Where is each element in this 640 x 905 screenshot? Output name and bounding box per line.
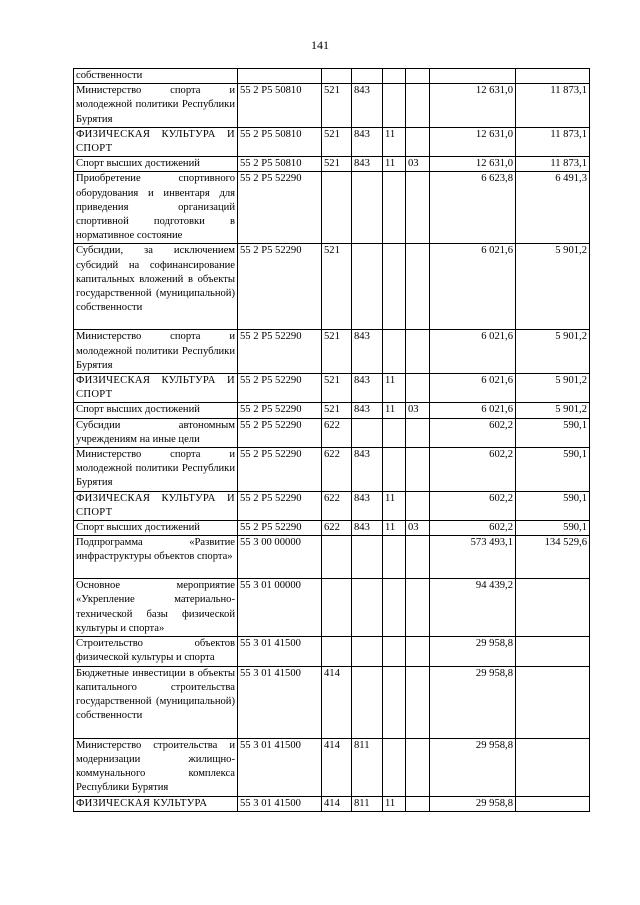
section-code [383, 579, 406, 637]
section-code [383, 172, 406, 244]
table-row [74, 172, 590, 244]
row-name: Приобретение спортивного оборудования и инвентаря для приведения организаций спортивной подготовки в нормативное состояние [74, 172, 238, 244]
row-name: Основное мероприятие «Укрепление материально-технической базы физической культуры и спорта» [74, 579, 238, 637]
target-code: 55 2 P5 52290 [238, 374, 322, 403]
expense-type: 521 [322, 127, 352, 156]
subsection-code [406, 491, 430, 520]
row-name: Строительство объектов физической культуры и спорта [74, 637, 238, 666]
budget-table [73, 68, 590, 812]
expense-type: 521 [322, 84, 352, 128]
amount-year-2: 5 901,2 [516, 374, 590, 403]
ministry-code: 843 [352, 127, 383, 156]
section-code [383, 84, 406, 128]
target-code: 55 2 P5 50810 [238, 127, 322, 156]
amount-year-1: 94 439,2 [430, 579, 516, 637]
expense-type: 521 [322, 157, 352, 172]
target-code: 55 2 P5 52290 [238, 403, 322, 418]
subsection-code [406, 637, 430, 666]
amount-year-2: 11 873,1 [516, 84, 590, 128]
target-code: 55 2 P5 52290 [238, 448, 322, 492]
table-row [74, 84, 590, 128]
target-code: 55 3 00 00000 [238, 536, 322, 579]
subsection-code [406, 796, 430, 811]
section-code [383, 536, 406, 579]
ministry-code [352, 536, 383, 579]
ministry-code [352, 69, 383, 84]
amount-year-2: 134 529,6 [516, 536, 590, 579]
table-row [74, 127, 590, 156]
ministry-code [352, 244, 383, 330]
section-code [383, 418, 406, 447]
row-name: Спорт высших достижений [74, 403, 238, 418]
ministry-code: 843 [352, 521, 383, 536]
section-code: 11 [383, 127, 406, 156]
target-code: 55 2 P5 52290 [238, 491, 322, 520]
amount-year-2 [516, 738, 590, 796]
amount-year-2: 11 873,1 [516, 157, 590, 172]
amount-year-2: 590,1 [516, 491, 590, 520]
target-code [238, 69, 322, 84]
amount-year-1 [430, 69, 516, 84]
ministry-code: 843 [352, 84, 383, 128]
expense-type: 521 [322, 244, 352, 330]
amount-year-1: 12 631,0 [430, 157, 516, 172]
section-code [383, 637, 406, 666]
amount-year-1: 29 958,8 [430, 637, 516, 666]
section-code: 11 [383, 374, 406, 403]
ministry-code [352, 637, 383, 666]
expense-type: 622 [322, 491, 352, 520]
page-number: 141 [311, 38, 329, 52]
subsection-code [406, 69, 430, 84]
table-row [74, 403, 590, 418]
subsection-code [406, 84, 430, 128]
row-name: Министерство спорта и молодежной политики Республики Бурятия [74, 330, 238, 374]
expense-type: 622 [322, 418, 352, 447]
amount-year-1: 6 623,8 [430, 172, 516, 244]
ministry-code: 811 [352, 796, 383, 811]
subsection-code: 03 [406, 157, 430, 172]
expense-type [322, 579, 352, 637]
section-code [383, 244, 406, 330]
subsection-code [406, 330, 430, 374]
target-code: 55 3 01 41500 [238, 666, 322, 738]
target-code: 55 2 P5 52290 [238, 418, 322, 447]
amount-year-1: 12 631,0 [430, 127, 516, 156]
target-code: 55 2 P5 50810 [238, 157, 322, 172]
amount-year-1: 6 021,6 [430, 403, 516, 418]
expense-type [322, 637, 352, 666]
amount-year-2 [516, 666, 590, 738]
amount-year-1: 6 021,6 [430, 244, 516, 330]
subsection-code [406, 172, 430, 244]
table-row [74, 330, 590, 374]
section-code: 11 [383, 521, 406, 536]
amount-year-1: 602,2 [430, 418, 516, 447]
table-row [74, 374, 590, 403]
amount-year-2 [516, 579, 590, 637]
expense-type: 521 [322, 374, 352, 403]
subsection-code: 03 [406, 403, 430, 418]
amount-year-1: 29 958,8 [430, 796, 516, 811]
ministry-code: 843 [352, 403, 383, 418]
amount-year-2: 5 901,2 [516, 403, 590, 418]
amount-year-2: 590,1 [516, 418, 590, 447]
target-code: 55 2 P5 52290 [238, 521, 322, 536]
row-name: ФИЗИЧЕСКАЯ КУЛЬТУРА И СПОРТ [74, 374, 238, 403]
amount-year-2: 590,1 [516, 521, 590, 536]
row-name: Министерство спорта и молодежной политики Республики Бурятия [74, 84, 238, 128]
amount-year-1: 29 958,8 [430, 738, 516, 796]
subsection-code [406, 448, 430, 492]
row-name: ФИЗИЧЕСКАЯ КУЛЬТУРА И СПОРТ [74, 491, 238, 520]
subsection-code [406, 418, 430, 447]
expense-type [322, 172, 352, 244]
section-code [383, 738, 406, 796]
section-code: 11 [383, 491, 406, 520]
row-name: ФИЗИЧЕСКАЯ КУЛЬТУРА [74, 796, 238, 811]
table-row [74, 448, 590, 492]
target-code: 55 2 P5 52290 [238, 330, 322, 374]
row-name: собственности [74, 69, 238, 84]
row-name: Бюджетные инвестиции в объекты капитального строительства государственной (муниципальной) собственности [74, 666, 238, 738]
ministry-code: 843 [352, 374, 383, 403]
ministry-code: 843 [352, 157, 383, 172]
row-name: Подпрограмма «Развитие инфраструктуры объектов спорта» [74, 536, 238, 579]
amount-year-2 [516, 637, 590, 666]
expense-type: 414 [322, 796, 352, 811]
subsection-code: 03 [406, 521, 430, 536]
expense-type: 622 [322, 448, 352, 492]
amount-year-1: 29 958,8 [430, 666, 516, 738]
amount-year-2 [516, 796, 590, 811]
table-row [74, 666, 590, 738]
subsection-code [406, 244, 430, 330]
ministry-code: 811 [352, 738, 383, 796]
target-code: 55 3 01 41500 [238, 637, 322, 666]
section-code: 11 [383, 796, 406, 811]
ministry-code [352, 418, 383, 447]
table-row [74, 244, 590, 330]
subsection-code [406, 666, 430, 738]
section-code [383, 448, 406, 492]
table-row [74, 521, 590, 536]
target-code: 55 2 P5 52290 [238, 172, 322, 244]
expense-type: 521 [322, 403, 352, 418]
ministry-code [352, 172, 383, 244]
table-row [74, 69, 590, 84]
amount-year-1: 602,2 [430, 448, 516, 492]
row-name: Министерство строительства и модернизации жилищно-коммунального комплекса Республики Бурятия [74, 738, 238, 796]
expense-type: 414 [322, 666, 352, 738]
table-row [74, 491, 590, 520]
ministry-code [352, 666, 383, 738]
row-name: Субсидии, за исключением субсидий на софинансирование капитальных вложений в объекты государственной (муниципальной) собственности [74, 244, 238, 330]
section-code [383, 69, 406, 84]
row-name: ФИЗИЧЕСКАЯ КУЛЬТУРА И СПОРТ [74, 127, 238, 156]
section-code [383, 330, 406, 374]
expense-type: 414 [322, 738, 352, 796]
amount-year-1: 12 631,0 [430, 84, 516, 128]
target-code: 55 2 P5 52290 [238, 244, 322, 330]
target-code: 55 3 01 41500 [238, 738, 322, 796]
subsection-code [406, 127, 430, 156]
ministry-code [352, 579, 383, 637]
amount-year-1: 602,2 [430, 491, 516, 520]
subsection-code [406, 374, 430, 403]
ministry-code: 843 [352, 491, 383, 520]
section-code: 11 [383, 403, 406, 418]
amount-year-1: 573 493,1 [430, 536, 516, 579]
target-code: 55 2 P5 50810 [238, 84, 322, 128]
subsection-code [406, 738, 430, 796]
row-name: Субсидии автономным учреждениям на иные цели [74, 418, 238, 447]
table-row [74, 418, 590, 447]
table-body [74, 69, 590, 812]
amount-year-2 [516, 69, 590, 84]
expense-type: 622 [322, 521, 352, 536]
target-code: 55 3 01 41500 [238, 796, 322, 811]
table-row [74, 796, 590, 811]
amount-year-1: 602,2 [430, 521, 516, 536]
section-code: 11 [383, 157, 406, 172]
amount-year-2: 11 873,1 [516, 127, 590, 156]
expense-type [322, 536, 352, 579]
row-name: Министерство спорта и молодежной политики Республики Бурятия [74, 448, 238, 492]
table-row [74, 637, 590, 666]
row-name: Спорт высших достижений [74, 157, 238, 172]
amount-year-1: 6 021,6 [430, 330, 516, 374]
amount-year-2: 590,1 [516, 448, 590, 492]
table-row [74, 536, 590, 579]
subsection-code [406, 536, 430, 579]
subsection-code [406, 579, 430, 637]
ministry-code: 843 [352, 330, 383, 374]
expense-type [322, 69, 352, 84]
table-row [74, 157, 590, 172]
amount-year-2: 5 901,2 [516, 330, 590, 374]
amount-year-2: 6 491,3 [516, 172, 590, 244]
expense-type: 521 [322, 330, 352, 374]
target-code: 55 3 01 00000 [238, 579, 322, 637]
table-row [74, 579, 590, 637]
amount-year-1: 6 021,6 [430, 374, 516, 403]
amount-year-2: 5 901,2 [516, 244, 590, 330]
section-code [383, 666, 406, 738]
ministry-code: 843 [352, 448, 383, 492]
row-name: Спорт высших достижений [74, 521, 238, 536]
table-row [74, 738, 590, 796]
